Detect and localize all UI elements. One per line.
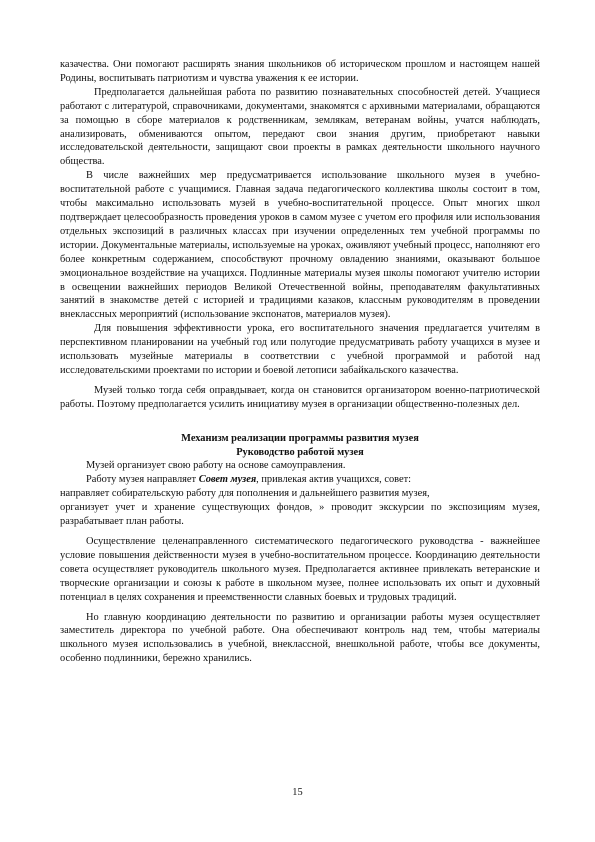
emphasis-text: Совет музея <box>198 474 257 486</box>
paragraph: Осуществление целенаправленного систематического педагогического руководства - важнейшее условие повышения действенности музея в учебно-воспитательном процессе. Координацию деятельности совета осуществляет руководитель школьного музея. Предполагается активнее привлекать ветеранские и творческие организации и союзы к работе в школьном музее, полнее использовать их опыт и духовный потенциал в целях сохранения и преемственности славных боевых и трудовых традиций. <box>60 536 540 603</box>
paragraph: организует учет и хранение существующих фондов, » проводит экскурсии по экспозициям музея, разрабатывает план работы. <box>60 502 540 528</box>
paragraph <box>60 473 540 487</box>
section-subheading: Руководство работой музея <box>236 446 364 458</box>
paragraph: Музей только тогда себя оправдывает, когда он становится организатором военно-патриотической работы. Поэтому предполагается усилить инициативу музея в организации общественно-полезных дел. <box>60 384 540 410</box>
text-run: , привлекая актив учащихся, совет: <box>256 474 412 486</box>
text-run: Работу музея направляет <box>86 474 199 486</box>
section-heading: Механизм реализации программы развития музея <box>181 432 419 444</box>
page-number: 15 <box>292 787 303 798</box>
section-heading-block <box>60 432 540 460</box>
paragraph: Предполагается дальнейшая работа по развитию познавательных способностей детей. Учащиеся работают с литературой, справочниками, документами, знакомятся с архивными материалами, обращаются за помощью в сборе материалов к родственникам, землякам, ветеранам войны, учатся наблюдать, анализировать, обмениваются опытом, передают свои знания другим, приобретают навыки исследовательской деятельности, защищают свои проекты в рамках деятельности школьного научного общества. <box>60 86 540 168</box>
paragraph: Музей организует свою работу на основе самоуправления. <box>86 460 346 472</box>
paragraph: Но главную координацию деятельности по развитию и организации работы музея осуществляет заместитель директора по учебной работе. Она обеспечивают контроль над тем, чтобы материалы школьного музея использовались в учебной, внеклассной, внешкольной работе, чтобы все документы, особенно подлинники, бережно хранились. <box>60 611 540 665</box>
paragraph: казачества. Они помогают расширять знания школьников об историческом прошлом и настоящем нашей Родины, воспитывать патриотизм и чувства уважения к ее истории. <box>60 59 540 84</box>
paragraph: направляет собирательскую работу для пополнения и дальнейшего развития музея, <box>60 488 430 500</box>
paragraph: В числе важнейших мер предусматривается использование школьного музея в учебно-воспитательной работе с учащимися. Главная задача педагогического коллектива школы состоит в том, чтобы максимально использовать музей в учебно-воспитательной процессе. Опыт многих школ подтверждает целесообразность проведения уроков в самом музее с учетом его профиля или использования отдельных экспозиций в различных классах при изучении определенных тем учебной программы по истории. Документальные материалы, используемые на уроках, оживляют учебный процесс, наполняют его более конкретным содержанием, способствуют прочному овладению знаниями, оказывают большое эмоциональное воздействие на учащихся. Подлинные материалы музея школы помогают учителю истории в освещении важнейших периодов Великой Отечественной войны, преподавателям факультативных занятий в знакомстве детей с историей и традициями казаков, классным руководителям в проведении внеклассных мероприятий (использование экспонатов, материалов музея). <box>60 170 540 321</box>
paragraph: Для повышения эффективности урока, его воспитательного значения предлагается учителям в перспективном планировании на учебный год или полугодие предусматривать работу учащихся в музее и использовать музейные материалы в соответствии с учебной программой и работой над исследовательскими проектами по истории и боевой летописи забайкальского казачества. <box>60 323 540 376</box>
page-content <box>60 58 540 666</box>
